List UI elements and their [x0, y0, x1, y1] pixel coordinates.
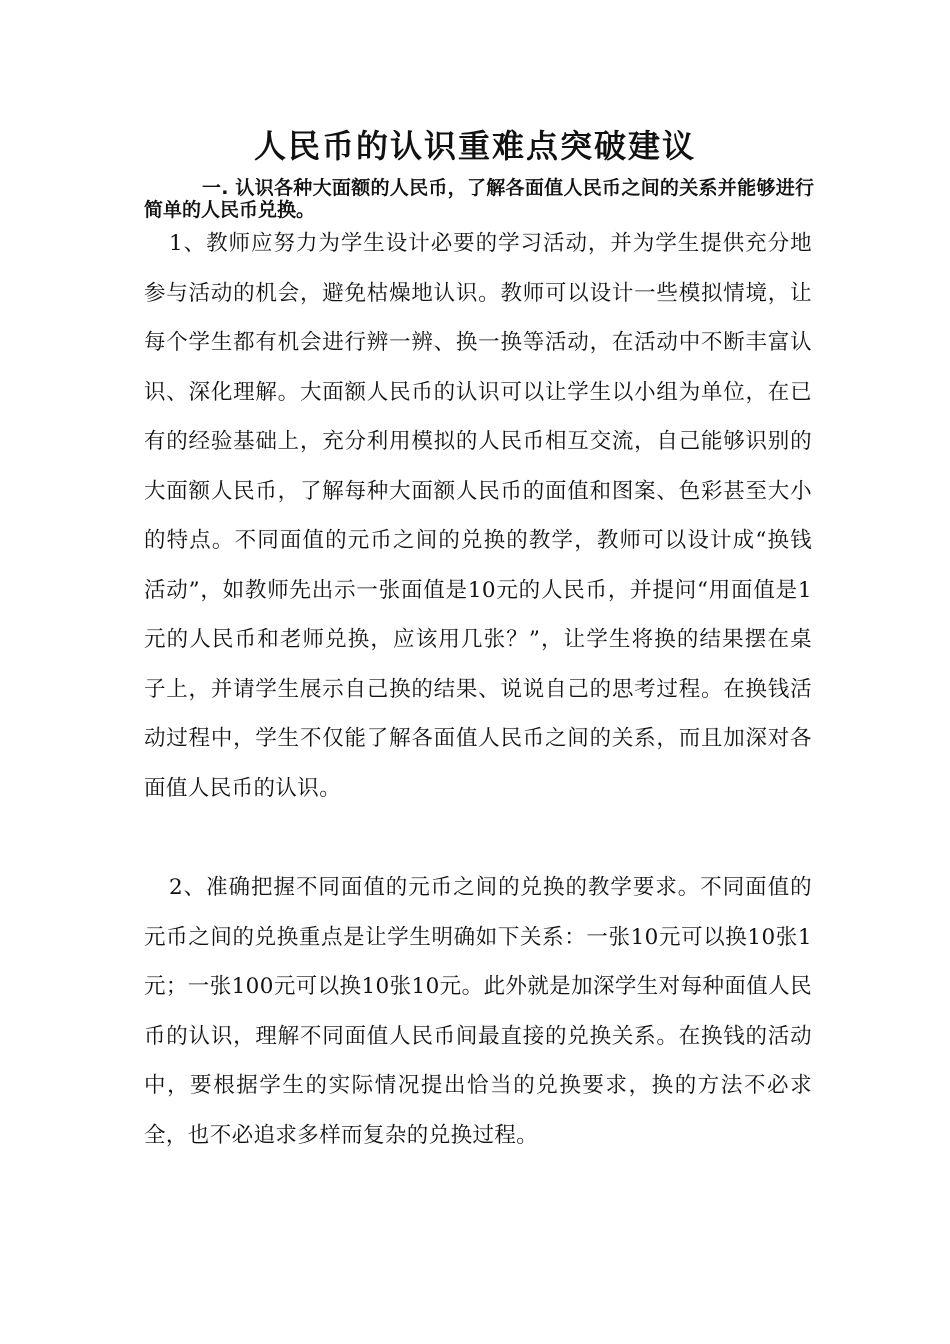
- document-title: 人民币的认识重难点突破建议: [253, 127, 696, 165]
- paragraph-1: 1、教师应努力为学生设计必要的学习活动，并为学生提供充分地参与活动的机会，避免枯燥地认识。教师可以设计一些模拟情境，让每个学生都有机会进行辨一辨、换一换等活动，在活动中不断丰富认识、深化理解。大面额人民币的认识可以让学生以小组为单位，在已有的经验基础上，充分利用模拟的人民币相互交流，自己能够识别的大面额人民币，了解每种大面额人民币的面值和图案、色彩甚至大小的特点。不同面值的元币之间的兑换的教学，教师可以设计成“换钱活动”，如教师先出示一张面值是10元的人民币，并提问“用面值是1元的人民币和老师兑换，应该用几张？”，让学生将换的结果摆在桌子上，并请学生展示自己换的结果、说说自己的思考过程。在换钱活动过程中，学生不仅能了解各面值人民币之间的关系，而且加深对各面值人民币的认识。: [144, 231, 812, 801]
- section-heading: 一. 认识各种大面额的人民币，了解各面值人民币之间的关系并能够进行简单的人民币兑换。: [144, 177, 814, 221]
- paragraph-2: 2、准确把握不同面值的元币之间的兑换的教学要求。不同面值的元币之间的兑换重点是让学生明确如下关系：一张10元可以换10张1元；一张100元可以换10张10元。此外就是加深学生对每种面值人民币的认识，理解不同面值人民币间最直接的兑换关系。在换钱的活动中，要根据学生的实际情况提出恰当的兑换要求，换的方法不必求全，也不必追求多样而复杂的兑换过程。: [144, 875, 812, 1148]
